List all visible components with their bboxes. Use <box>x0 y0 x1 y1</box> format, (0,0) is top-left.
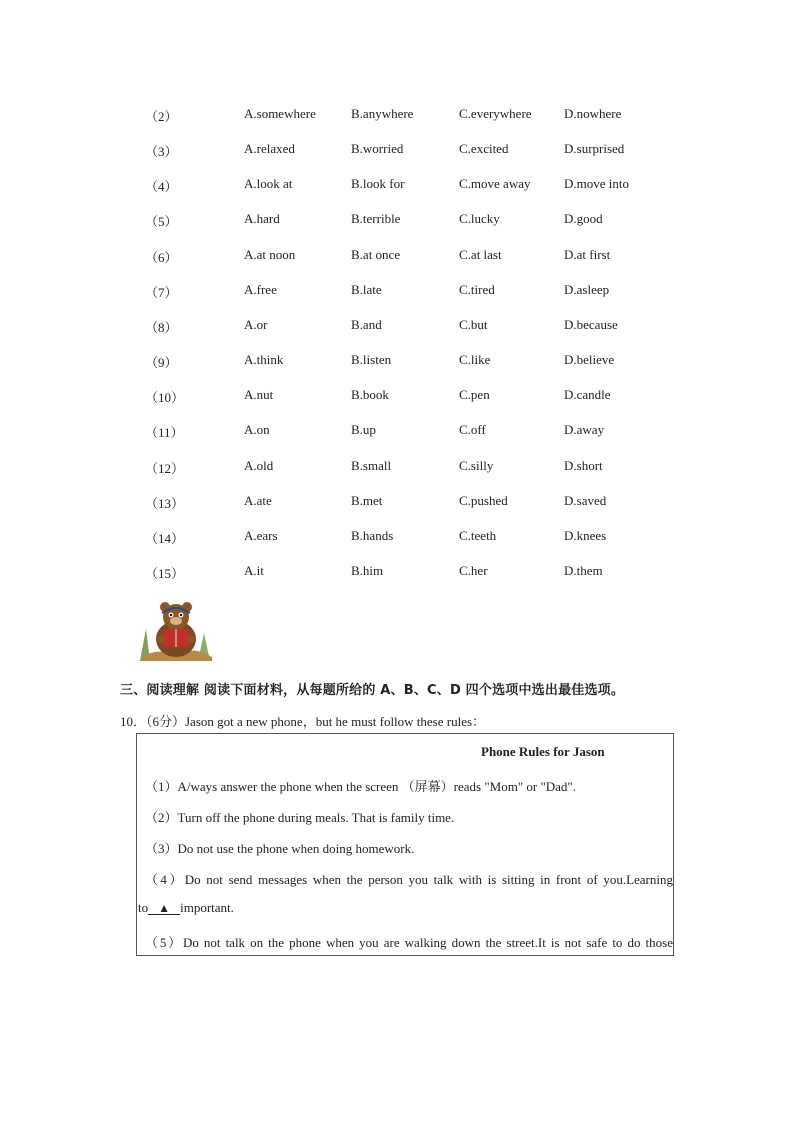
rules-title: Phone Rules for Jason <box>481 744 605 759</box>
question-number: （5） <box>145 214 178 230</box>
option-c: C.pen <box>459 387 490 403</box>
option-c: C.pushed <box>459 492 508 508</box>
option-d: D.nowhere <box>564 106 622 121</box>
option-a: A.it <box>244 562 264 578</box>
option-row <box>0 528 794 548</box>
option-a: A.hard <box>244 211 280 227</box>
question-number: （9） <box>145 355 178 371</box>
option-b: B.up <box>351 422 376 438</box>
option-b: B.at once <box>351 246 401 262</box>
question-number: （2） <box>145 109 178 124</box>
option-c: C.tired <box>459 281 495 297</box>
question-number: （11） <box>145 425 184 441</box>
option-d: D.away <box>564 422 605 438</box>
option-row <box>0 493 794 513</box>
option-b: B.anywhere <box>351 106 414 121</box>
option-a: A.relaxed <box>244 141 295 157</box>
option-d: D.surprised <box>564 141 625 157</box>
option-row <box>0 458 794 478</box>
rule-4-cont-post: important. <box>180 900 234 915</box>
option-c: C.everywhere <box>459 106 532 121</box>
option-b: B.listen <box>351 352 392 368</box>
option-d: D.them <box>564 562 603 578</box>
option-a: A.nut <box>244 387 274 403</box>
bear-reading-image <box>138 599 214 661</box>
option-b: B.worried <box>351 141 404 157</box>
question-number: （4） <box>145 179 178 195</box>
option-d: D.believe <box>564 352 615 368</box>
option-d: D.good <box>564 211 603 227</box>
option-d: D.knees <box>564 527 607 543</box>
question-number: （15） <box>145 565 185 581</box>
option-a: A.somewhere <box>244 106 316 121</box>
option-c: C.silly <box>459 457 494 473</box>
option-row <box>0 211 794 231</box>
option-d: D.because <box>564 316 618 332</box>
option-d: D.short <box>564 457 603 473</box>
option-b: B.hands <box>351 527 394 543</box>
option-row <box>0 176 794 196</box>
option-row <box>0 387 794 407</box>
option-c: C.off <box>459 422 486 438</box>
answer-blank: ▲ <box>148 902 180 915</box>
option-c: C.move away <box>459 176 531 192</box>
option-c: C.her <box>459 562 488 578</box>
option-row <box>0 563 794 583</box>
rule-4-continuation <box>138 900 234 916</box>
option-c: C.lucky <box>459 211 500 227</box>
option-c: C.but <box>459 316 488 332</box>
question-number: （8） <box>145 319 178 335</box>
option-a: A.free <box>244 281 277 297</box>
option-b: B.met <box>351 492 383 508</box>
option-b: B.and <box>351 316 382 332</box>
question-number: （12） <box>145 460 185 476</box>
rule-3: （3）Do not use the phone when doing homework. <box>145 841 415 856</box>
option-a: A.ears <box>244 527 278 543</box>
option-row <box>0 352 794 372</box>
question-number: （3） <box>145 144 178 160</box>
option-d: D.move into <box>564 176 629 192</box>
option-d: D.asleep <box>564 281 610 297</box>
option-a: A.ate <box>244 492 272 508</box>
option-a: A.look at <box>244 176 293 192</box>
option-c: C.like <box>459 352 491 368</box>
option-a: A.or <box>244 316 268 332</box>
option-b: B.terrible <box>351 211 401 227</box>
rule-4: （4）Do not send messages when the person you talk with is sitting in front of you.Learning <box>145 872 673 887</box>
question-number: （14） <box>145 530 185 546</box>
option-a: A.old <box>244 457 274 473</box>
option-c: C.at last <box>459 246 502 262</box>
option-row <box>0 422 794 442</box>
option-row <box>0 317 794 337</box>
option-a: A.think <box>244 352 284 368</box>
option-row <box>0 282 794 302</box>
option-b: B.him <box>351 562 384 578</box>
option-b: B.book <box>351 387 389 403</box>
option-c: C.teeth <box>459 527 497 543</box>
option-row <box>0 247 794 267</box>
option-b: B.small <box>351 457 392 473</box>
option-c: C.excited <box>459 141 509 157</box>
option-d: D.saved <box>564 492 607 508</box>
question-number: （10） <box>145 390 185 406</box>
option-a: A.on <box>244 422 270 438</box>
option-d: D.at first <box>564 246 611 262</box>
rule-1: （1）A/ways answer the phone when the screen （屏幕）reads "Mom" or "Dad". <box>145 779 576 794</box>
question-number: （6） <box>145 249 178 265</box>
question-number: （7） <box>145 284 178 300</box>
option-row <box>0 141 794 161</box>
section-heading: 三、阅读理解 阅读下面材料，从每题所给的 A、B、C、D 四个选项中选出最佳选项。 <box>120 683 625 698</box>
rule-4-cont-pre: to <box>138 900 149 915</box>
option-row <box>0 106 794 126</box>
question-number: （13） <box>145 495 185 511</box>
option-a: A.at noon <box>244 246 296 262</box>
question-intro: 10．（6分）Jason got a new phone，but he must follow these rules： <box>120 714 486 729</box>
option-d: D.candle <box>564 387 611 403</box>
option-b: B.look for <box>351 176 405 192</box>
rule-2: （2）Turn off the phone during meals. That is family time. <box>145 810 455 825</box>
rule-5: （5）Do not talk on the phone when you are walking down the street.It is not safe to do those <box>145 935 673 950</box>
option-b: B.late <box>351 281 382 297</box>
